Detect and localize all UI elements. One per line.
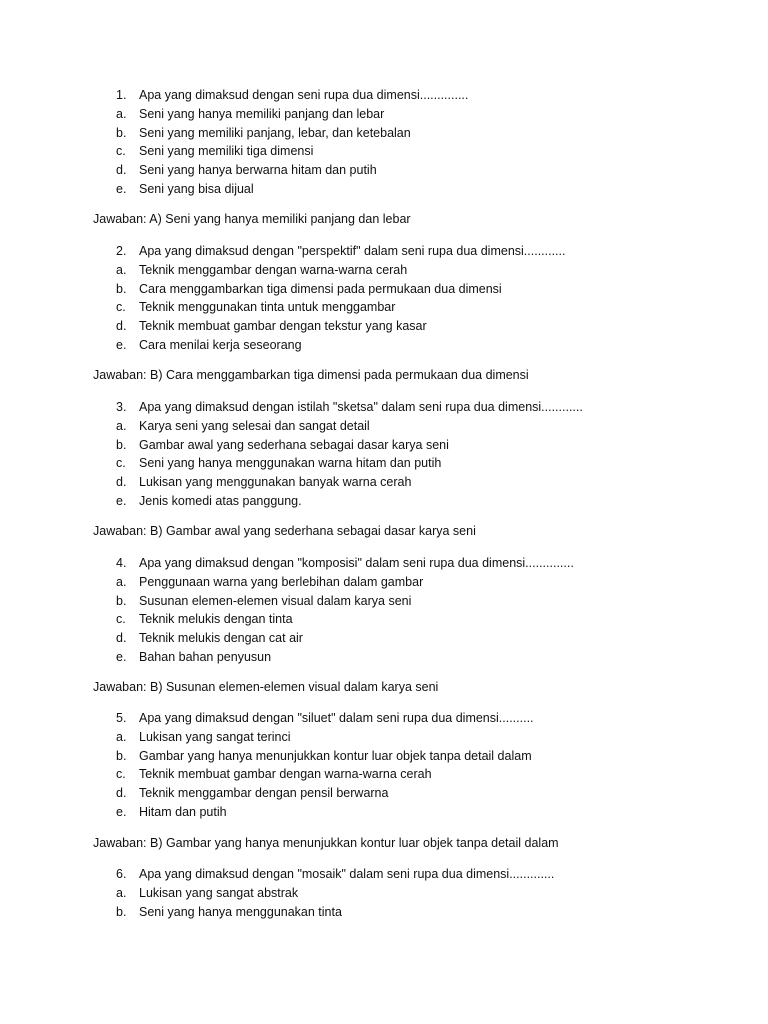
option-line	[0, 417, 768, 436]
option-letter: b.	[116, 125, 127, 140]
option-letter: d.	[116, 786, 127, 801]
question-text: Apa yang dimaksud dengan "siluet" dalam seni rupa dua dimensi..........	[139, 711, 534, 725]
option-letter: a.	[116, 106, 127, 121]
option-letter: c.	[116, 300, 126, 315]
option-line	[0, 803, 768, 822]
question-text: Apa yang dimaksud dengan istilah "sketsa" dalam seni rupa dua dimensi............	[139, 400, 583, 414]
option-letter: a.	[116, 262, 127, 277]
option-line	[0, 747, 768, 766]
option-letter: a.	[116, 729, 127, 744]
question-text: Apa yang dimaksud dengan "mosaik" dalam seni rupa dua dimensi.............	[139, 867, 555, 881]
option-letter: b.	[116, 593, 127, 608]
option-letter: c.	[116, 612, 126, 627]
option-text: Teknik menggambar dengan warna-warna cerah	[139, 262, 408, 277]
question-block	[0, 554, 768, 667]
question-number: 1.	[116, 88, 127, 102]
option-text: Cara menggambarkan tiga dimensi pada permukaan dua dimensi	[139, 281, 502, 296]
option-line	[0, 336, 768, 355]
option-text: Seni yang hanya memiliki panjang dan lebar	[139, 106, 385, 121]
option-text: Teknik menggambar dengan pensil berwarna	[139, 786, 389, 801]
option-text: Seni yang hanya menggunakan warna hitam dan putih	[139, 456, 442, 471]
question-text: Apa yang dimaksud dengan seni rupa dua dimensi..............	[139, 88, 469, 102]
question-block	[0, 398, 768, 511]
option-text: Teknik menggunakan tinta untuk menggambar	[139, 300, 396, 315]
answer-line: Jawaban: B) Gambar awal yang sederhana sebagai dasar karya seni	[93, 524, 476, 538]
option-letter: d.	[116, 475, 127, 490]
question-number: 5.	[116, 711, 127, 725]
option-letter: c.	[116, 456, 126, 471]
option-line	[0, 473, 768, 492]
question-number: 6.	[116, 867, 127, 881]
option-letter: a.	[116, 418, 127, 433]
option-text: Gambar yang hanya menunjukkan kontur luar objek tanpa detail dalam	[139, 748, 532, 763]
option-letter: e.	[116, 649, 127, 664]
option-text: Seni yang bisa dijual	[139, 181, 254, 196]
option-line	[0, 180, 768, 199]
option-text: Susunan elemen-elemen visual dalam karya seni	[139, 593, 412, 608]
option-line	[0, 261, 768, 280]
option-text: Penggunaan warna yang berlebihan dalam gambar	[139, 574, 424, 589]
option-text: Lukisan yang sangat abstrak	[139, 885, 299, 900]
option-line	[0, 884, 768, 903]
option-text: Cara menilai kerja seseorang	[139, 337, 302, 352]
question-block	[0, 709, 768, 822]
question-number: 4.	[116, 556, 127, 570]
option-text: Bahan bahan penyusun	[139, 649, 272, 664]
option-line	[0, 280, 768, 299]
question-line	[0, 242, 768, 261]
question-block	[0, 86, 768, 199]
option-text: Jenis komedi atas panggung.	[139, 493, 302, 508]
option-letter: c.	[116, 767, 126, 782]
option-text: Lukisan yang menggunakan banyak warna cerah	[139, 475, 412, 490]
option-letter: b.	[116, 904, 127, 919]
option-line	[0, 765, 768, 784]
answer-line: Jawaban: B) Cara menggambarkan tiga dimensi pada permukaan dua dimensi	[93, 368, 529, 382]
option-text: Hitam dan putih	[139, 804, 227, 819]
option-line	[0, 629, 768, 648]
option-text: Teknik membuat gambar dengan warna-warna cerah	[139, 767, 432, 782]
answer-line: Jawaban: A) Seni yang hanya memiliki panjang dan lebar	[93, 212, 411, 226]
answer-line: Jawaban: B) Susunan elemen-elemen visual dalam karya seni	[93, 680, 439, 694]
option-text: Gambar awal yang sederhana sebagai dasar karya seni	[139, 437, 449, 452]
option-letter: b.	[116, 748, 127, 763]
question-text: Apa yang dimaksud dengan "perspektif" dalam seni rupa dua dimensi............	[139, 244, 566, 258]
question-block	[0, 242, 768, 355]
question-text: Apa yang dimaksud dengan "komposisi" dalam seni rupa dua dimensi..............	[139, 556, 574, 570]
option-line	[0, 728, 768, 747]
option-line	[0, 142, 768, 161]
question-line	[0, 398, 768, 417]
answer-line: Jawaban: B) Gambar yang hanya menunjukkan kontur luar objek tanpa detail dalam	[93, 836, 559, 850]
option-line	[0, 124, 768, 143]
option-letter: e.	[116, 337, 127, 352]
option-letter: b.	[116, 437, 127, 452]
option-line	[0, 298, 768, 317]
question-number: 3.	[116, 400, 127, 414]
option-line	[0, 573, 768, 592]
option-text: Teknik melukis dengan tinta	[139, 612, 293, 627]
option-text: Seni yang hanya menggunakan tinta	[139, 904, 342, 919]
option-text: Teknik membuat gambar dengan tekstur yang kasar	[139, 319, 427, 334]
option-letter: e.	[116, 804, 127, 819]
option-line	[0, 784, 768, 803]
option-line	[0, 317, 768, 336]
option-text: Lukisan yang sangat terinci	[139, 729, 291, 744]
option-line	[0, 105, 768, 124]
question-line	[0, 86, 768, 105]
question-line	[0, 865, 768, 884]
question-line	[0, 554, 768, 573]
option-line	[0, 592, 768, 611]
option-letter: d.	[116, 631, 127, 646]
option-letter: d.	[116, 163, 127, 178]
option-letter: a.	[116, 574, 127, 589]
option-line	[0, 648, 768, 667]
option-text: Teknik melukis dengan cat air	[139, 631, 303, 646]
option-letter: b.	[116, 281, 127, 296]
option-line	[0, 436, 768, 455]
question-line	[0, 709, 768, 728]
option-line	[0, 903, 768, 922]
option-letter: e.	[116, 181, 127, 196]
option-letter: d.	[116, 319, 127, 334]
option-line	[0, 492, 768, 511]
option-letter: a.	[116, 885, 127, 900]
option-text: Seni yang hanya berwarna hitam dan putih	[139, 163, 377, 178]
option-letter: c.	[116, 144, 126, 159]
question-block	[0, 865, 768, 921]
option-line	[0, 454, 768, 473]
option-letter: e.	[116, 493, 127, 508]
option-text: Karya seni yang selesai dan sangat detail	[139, 418, 370, 433]
option-text: Seni yang memiliki panjang, lebar, dan ketebalan	[139, 125, 411, 140]
option-text: Seni yang memiliki tiga dimensi	[139, 144, 314, 159]
option-line	[0, 610, 768, 629]
question-number: 2.	[116, 244, 127, 258]
option-line	[0, 161, 768, 180]
